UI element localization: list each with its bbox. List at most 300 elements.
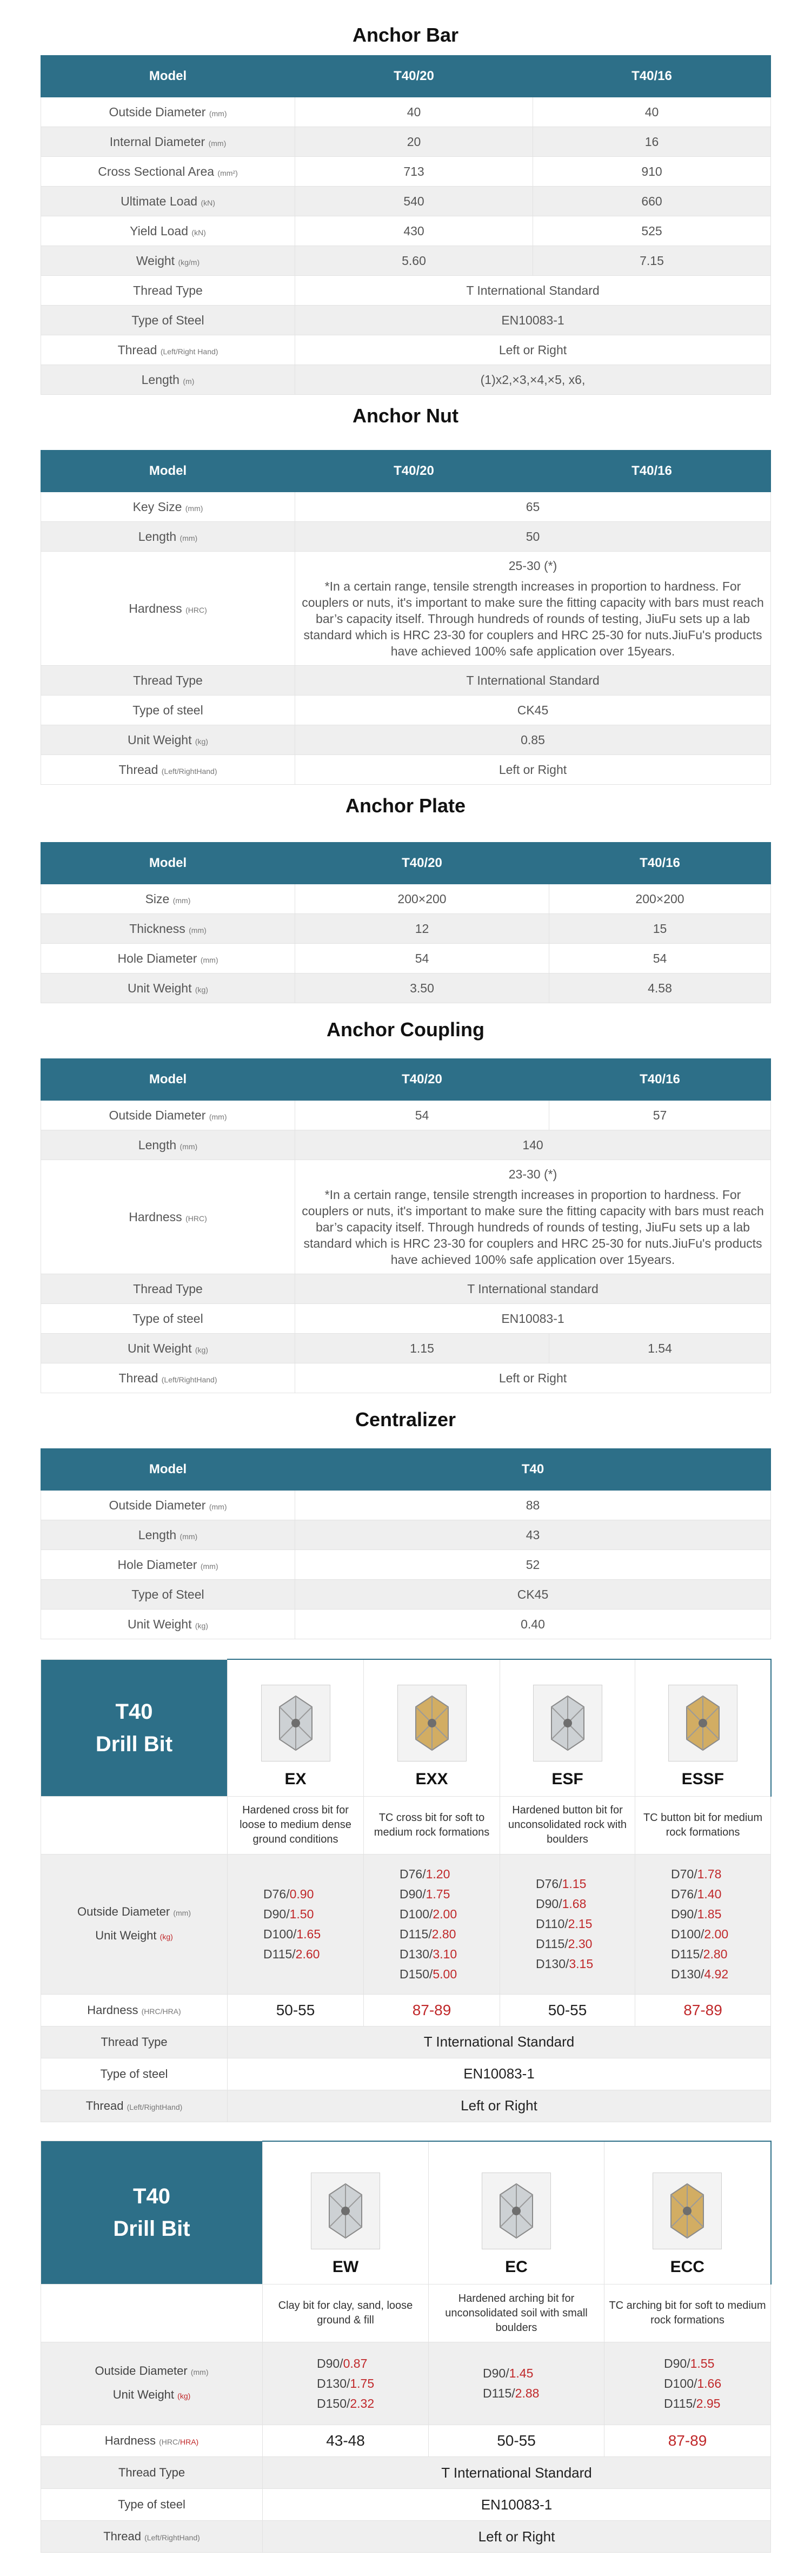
spec-line (400, 1864, 500, 1884)
thread-type-value: T International Standard (263, 2457, 771, 2489)
spec-weight: 5.00 (433, 1966, 457, 1981)
spec-weight: 2.15 (568, 1917, 593, 1931)
row-label: Thread (Left/RightHand) (41, 755, 295, 785)
key-size-value: 65 (295, 492, 771, 522)
hardness-value: 23-30 (*) (508, 1167, 557, 1181)
spec-diameter: D115/ (664, 2396, 696, 2411)
header-model: Model (41, 843, 295, 884)
anchor-bar-title: Anchor Bar (352, 24, 459, 46)
spec-diameter: D115/ (400, 1926, 432, 1941)
full-value: (1)x2,×3,×4,×5, x6, (295, 365, 771, 395)
product-row (41, 2141, 771, 2284)
table-header-row (41, 1059, 771, 1101)
row-label: Thread Type (41, 2026, 228, 2058)
specs-list (500, 1854, 635, 1994)
hardness-note-cell (295, 1160, 771, 1274)
table-row (41, 2489, 771, 2521)
spec-diameter: D130/ (671, 1966, 704, 1981)
value-t40: 52 (295, 1550, 771, 1580)
value-t40: 88 (295, 1491, 771, 1520)
spec-line (664, 2394, 770, 2414)
row-label: Thread Type (41, 276, 295, 306)
specs-list (635, 1854, 771, 1994)
row-label: Outside Diameter (mm) (41, 1491, 295, 1520)
centralizer-body (41, 1491, 771, 1639)
table-row (41, 1363, 771, 1393)
spec-weight: 2.00 (704, 1926, 729, 1941)
spec-diameter: D76/ (263, 1886, 290, 1901)
table-row (41, 1580, 771, 1610)
hardness-note-cell (295, 552, 771, 666)
spec-diameter: D115/ (483, 2386, 515, 2400)
spec-weight: 0.87 (343, 2356, 368, 2370)
table-row (41, 2026, 771, 2058)
table-row (41, 1520, 771, 1550)
value-t40: CK45 (295, 1580, 771, 1610)
hardness-value: 50-55 (500, 1994, 635, 2026)
spec-line (400, 1904, 500, 1924)
thread-type-value: T International standard (295, 1274, 771, 1304)
value-t40-16: 1.54 (549, 1334, 771, 1363)
table-row (41, 157, 771, 187)
product-description: Hardened button bit for unconsolidated rock with boulders (500, 1796, 635, 1854)
row-label: Type of steel (41, 696, 295, 725)
spec-weight: 4.92 (704, 1966, 729, 1981)
description-row (41, 2284, 771, 2342)
row-label: Unit Weight (kg) (41, 974, 295, 1003)
spec-weight: 2.80 (703, 1946, 728, 1961)
value-t40-16: 910 (533, 157, 771, 187)
row-label: Thread Type (41, 1274, 295, 1304)
anchor-coupling-table (41, 1058, 771, 1393)
spec-diameter: D115/ (536, 1937, 568, 1951)
spec-line (483, 2363, 604, 2383)
table-header-row (41, 56, 771, 97)
spec-diameter: D100/ (671, 1926, 704, 1941)
row-label: Yield Load (kN) (41, 216, 295, 246)
ew-bit-icon (311, 2173, 380, 2249)
thread-value: Left or Right (295, 1363, 771, 1393)
spec-weight: 1.15 (562, 1877, 587, 1891)
row-label: Type of steel (41, 1304, 295, 1334)
row-label: Length (mm) (41, 1130, 295, 1160)
row-label: Hole Diameter (mm) (41, 944, 295, 974)
spec-diameter: D150/ (400, 1966, 433, 1981)
spec-line (400, 1964, 500, 1984)
row-label: Thread Type (41, 666, 295, 696)
table-row (41, 552, 771, 666)
product-ex[interactable] (228, 1659, 364, 1796)
hardness-value: 87-89 (604, 2425, 771, 2457)
row-label: Length (mm) (41, 1520, 295, 1550)
table-row (41, 335, 771, 365)
product-name: EXX (415, 1770, 448, 1788)
spec-line (400, 1944, 500, 1964)
table-row (41, 522, 771, 552)
spec-line (536, 1874, 635, 1894)
spec-weight: 3.10 (433, 1946, 457, 1961)
anchor-nut-title: Anchor Nut (353, 405, 458, 427)
ex-bit-icon (261, 1685, 330, 1762)
spec-diameter: D130/ (317, 2376, 350, 2390)
table-row (41, 365, 771, 395)
value-t40-16: 15 (549, 914, 771, 944)
table-row (41, 666, 771, 696)
table-row (41, 216, 771, 246)
product-name: EW (332, 2258, 359, 2276)
spec-line (400, 1884, 500, 1904)
spec-weight: 3.15 (569, 1957, 594, 1971)
hardness-note: *In a certain range, tensile strength increases in proportion to hardness. For couplers or nuts, it's important to make sure the fitting capacity with bars must reach bar’s capacity itself. Through hundreds of rounds of testing, JiuFu sets up a lab standard which is HRC 23-30 for couplers and HRC 25-30 for nuts.JiuFu's products have achieved 100% safe application over 15years. (302, 1188, 764, 1267)
value-t40-20: 540 (295, 187, 533, 216)
spec-weight: 2.60 (295, 1946, 320, 1961)
spec-line (263, 1904, 363, 1924)
value-t40-16: 40 (533, 97, 771, 127)
hardness-value: 25-30 (*) (508, 559, 557, 573)
table-row (41, 246, 771, 276)
esf-bit-icon (533, 1685, 602, 1762)
weight-value: 0.85 (295, 725, 771, 755)
value-t40-16: 54 (549, 944, 771, 974)
value-t40-16: 16 (533, 127, 771, 157)
header-t40-20: T40/20 (295, 843, 549, 884)
header-model: Model (41, 1449, 295, 1491)
full-value: Left or Right (295, 335, 771, 365)
product-ecc[interactable] (604, 2141, 771, 2284)
spec-diameter: D130/ (400, 1946, 433, 1961)
row-label: Thread Type (41, 2457, 263, 2489)
header-model: Model (41, 1059, 295, 1101)
thread-type-value: T International Standard (295, 666, 771, 696)
specs-list (364, 1854, 500, 1994)
spec-diameter: D90/ (263, 1906, 290, 1921)
spec-diameter: D90/ (664, 2356, 690, 2370)
spec-diameter: D76/ (671, 1886, 697, 1901)
length-value: 140 (295, 1130, 771, 1160)
table-row (41, 944, 771, 974)
table-row (41, 2521, 771, 2553)
table-row (41, 2457, 771, 2489)
anchor-plate-body (41, 884, 771, 1003)
spec-line (536, 1954, 635, 1974)
spec-diameter: D100/ (664, 2376, 697, 2390)
value-t40-20: 20 (295, 127, 533, 157)
value-t40-20: 54 (295, 1101, 549, 1130)
drill-bit-heading: T40 Drill Bit (41, 2141, 263, 2284)
spec-weight: 1.65 (296, 1926, 321, 1941)
spec-line (671, 1884, 770, 1904)
row-label: Length (mm) (41, 522, 295, 552)
product-description: TC button bit for medium rock formations (635, 1796, 771, 1854)
value-t40-16: 57 (549, 1101, 771, 1130)
product-essf[interactable] (635, 1659, 771, 1796)
value-t40-20: 40 (295, 97, 533, 127)
row-label: Thread (Left/RightHand) (41, 1363, 295, 1393)
spec-line (483, 2383, 604, 2403)
product-name: ESF (551, 1770, 583, 1788)
product-row (41, 1659, 771, 1796)
spec-weight: 1.75 (350, 2376, 375, 2390)
spec-weight: 2.80 (431, 1926, 456, 1941)
spec-line (664, 2354, 770, 2374)
row-label: Thread (Left/RightHand) (41, 2521, 263, 2553)
spec-weight: 2.95 (696, 2396, 721, 2411)
header-t40-16: T40/16 (549, 843, 771, 884)
specs-row (41, 1854, 771, 1994)
header-t40-16: T40/16 (533, 451, 771, 492)
spec-weight: 0.90 (289, 1886, 314, 1901)
spec-diameter: D76/ (400, 1866, 426, 1881)
spec-weight: 1.40 (697, 1886, 722, 1901)
spec-weight: 2.88 (515, 2386, 540, 2400)
row-label: Outside Diameter (mm) (41, 97, 295, 127)
value-t40-16: 7.15 (533, 246, 771, 276)
spec-diameter: D90/ (317, 2356, 343, 2370)
spec-line (400, 1924, 500, 1944)
product-name: ESSF (681, 1770, 724, 1788)
spec-line (671, 1864, 770, 1884)
product-ec[interactable] (429, 2141, 604, 2284)
hardness-row (41, 1994, 771, 2026)
spec-line (263, 1884, 363, 1904)
header-t40-16: T40/16 (533, 56, 771, 97)
row-label: Thread (Left/RightHand) (41, 2090, 228, 2122)
row-label: Hardness (HRC/HRA) (41, 2425, 263, 2457)
row-label: Ultimate Load (kN) (41, 187, 295, 216)
spec-weight: 1.66 (697, 2376, 722, 2390)
value-t40-20: 54 (295, 944, 549, 974)
table-header-row (41, 1449, 771, 1491)
table-header-row (41, 843, 771, 884)
ecc-bit-icon (653, 2173, 722, 2249)
table-row (41, 725, 771, 755)
table-header-row (41, 451, 771, 492)
spec-weight: 2.32 (350, 2396, 375, 2411)
spec-diameter: D100/ (263, 1926, 297, 1941)
value-t40-20: 200×200 (295, 884, 549, 914)
anchor-bar-body (41, 97, 771, 395)
row-label: Hole Diameter (mm) (41, 1550, 295, 1580)
row-label: Internal Diameter (mm) (41, 127, 295, 157)
row-label: Hardness (HRC) (41, 552, 295, 666)
table-row (41, 1491, 771, 1520)
spec-diameter: D90/ (483, 2366, 509, 2380)
spec-line (671, 1964, 770, 1984)
spec-weight: 1.75 (426, 1886, 450, 1901)
steel-value: EN10083-1 (263, 2489, 771, 2521)
specs-list (429, 2342, 604, 2425)
value-t40-20: 713 (295, 157, 533, 187)
hardness-note: *In a certain range, tensile strength increases in proportion to hardness. For couplers or nuts, it's important to make sure the fitting capacity with bars must reach bar’s capacity itself. Through hundreds of rounds of testing, JiuFu sets up a lab standard which is HRC 23-30 for couplers and HRC 25-30 for nuts.JiuFu's products have achieved 100% safe application over 15years. (302, 579, 764, 658)
value-t40-16: 200×200 (549, 884, 771, 914)
table-row (41, 1274, 771, 1304)
hardness-value: 87-89 (635, 1994, 771, 2026)
full-value: EN10083-1 (295, 306, 771, 335)
table-row (41, 97, 771, 127)
row-label: Type of Steel (41, 306, 295, 335)
row-label: Outside Diameter (mm) (41, 1101, 295, 1130)
drill-bit-table-1 (41, 1659, 772, 2122)
spec-line (671, 1924, 770, 1944)
spec-weight: 1.85 (697, 1906, 722, 1921)
row-label: Weight (kg/m) (41, 246, 295, 276)
header-model: Model (41, 451, 295, 492)
product-name: EC (505, 2258, 528, 2276)
specs-list (604, 2342, 771, 2425)
specs-list (263, 2342, 429, 2425)
table-row (41, 2090, 771, 2122)
value-t40: 0.40 (295, 1610, 771, 1639)
spec-weight: 1.55 (690, 2356, 715, 2370)
thread-value: Left or Right (295, 755, 771, 785)
table-row (41, 1101, 771, 1130)
value-t40-20: 1.15 (295, 1334, 549, 1363)
table-row (41, 1550, 771, 1580)
anchor-plate-title: Anchor Plate (345, 794, 466, 817)
header-t40-20: T40/20 (295, 451, 533, 492)
row-label: Hardness (HRC/HRA) (41, 1994, 228, 2026)
value-t40-20: 12 (295, 914, 549, 944)
value-t40-16: 4.58 (549, 974, 771, 1003)
product-description: Hardened cross bit for loose to medium dense ground conditions (228, 1796, 364, 1854)
spec-weight: 1.68 (562, 1897, 587, 1911)
spec-line (317, 2374, 428, 2394)
table-row (41, 1130, 771, 1160)
table-row (41, 755, 771, 785)
description-row (41, 1796, 771, 1854)
row-label: Unit Weight (kg) (41, 1610, 295, 1639)
drill-bit-heading: T40 Drill Bit (41, 1659, 228, 1796)
row-label: Cross Sectional Area (mm²) (41, 157, 295, 187)
hardness-value: 87-89 (364, 1994, 500, 2026)
value-t40-20: 5.60 (295, 246, 533, 276)
spec-line (317, 2394, 428, 2414)
steel-value: CK45 (295, 696, 771, 725)
table-row (41, 127, 771, 157)
table-row (41, 884, 771, 914)
row-label: Thickness (mm) (41, 914, 295, 944)
table-row (41, 1160, 771, 1274)
spec-weight: 1.45 (509, 2366, 534, 2380)
hardness-row (41, 2425, 771, 2457)
header-t40-20: T40/20 (295, 56, 533, 97)
product-description: TC arching bit for soft to medium rock formations (604, 2284, 771, 2342)
header-model: Model (41, 56, 295, 97)
spec-diameter: D90/ (671, 1906, 697, 1921)
table-row (41, 974, 771, 1003)
hardness-value: 50-55 (228, 1994, 364, 2026)
spec-weight: 2.30 (568, 1937, 593, 1951)
table-row (41, 1610, 771, 1639)
spec-diameter: D100/ (400, 1906, 433, 1921)
steel-value: EN10083-1 (228, 2058, 771, 2090)
spec-diameter: D115/ (263, 1946, 296, 1961)
product-name: EX (284, 1770, 307, 1788)
row-label: Thread (Left/Right Hand) (41, 335, 295, 365)
specs-row (41, 2342, 771, 2425)
table-row (41, 1334, 771, 1363)
spec-diameter: D115/ (671, 1946, 703, 1961)
table-row (41, 492, 771, 522)
product-description: Clay bit for clay, sand, loose ground & fill (263, 2284, 429, 2342)
spec-line (263, 1924, 363, 1944)
row-label: Hardness (HRC) (41, 1160, 295, 1274)
spec-line (536, 1914, 635, 1934)
table-row (41, 2058, 771, 2090)
anchor-bar-table (41, 55, 771, 395)
table-row (41, 1304, 771, 1334)
row-label: Size (mm) (41, 884, 295, 914)
spec-weight: 2.00 (433, 1906, 457, 1921)
value-t40-20: 430 (295, 216, 533, 246)
spec-diameter: D76/ (536, 1877, 562, 1891)
value-t40-16: 660 (533, 187, 771, 216)
centralizer-table (41, 1448, 771, 1639)
row-label: Type of steel (41, 2489, 263, 2521)
product-description: Hardened arching bit for unconsolidated soil with small boulders (429, 2284, 604, 2342)
specs-label: Outside Diameter (mm) Unit Weight (kg) (41, 1854, 228, 1994)
spec-weight: 1.50 (289, 1906, 314, 1921)
value-t40: 43 (295, 1520, 771, 1550)
table-row (41, 696, 771, 725)
row-label: Unit Weight (kg) (41, 1334, 295, 1363)
row-label: Key Size (mm) (41, 492, 295, 522)
row-label: Type of Steel (41, 1580, 295, 1610)
table-row (41, 306, 771, 335)
length-value: 50 (295, 522, 771, 552)
drill-bit-table-2 (41, 2141, 772, 2553)
hardness-value: 50-55 (429, 2425, 604, 2457)
anchor-coupling-title: Anchor Coupling (327, 1018, 484, 1041)
hardness-value: 43-48 (263, 2425, 429, 2457)
spec-line (671, 1944, 770, 1964)
full-value: T International Standard (295, 276, 771, 306)
spec-line (536, 1894, 635, 1914)
spec-diameter: D150/ (317, 2396, 350, 2411)
specs-label: Outside Diameter (mm) Unit Weight (kg) (41, 2342, 263, 2425)
spec-diameter: D130/ (536, 1957, 569, 1971)
anchor-plate-table (41, 842, 771, 1003)
table-row (41, 914, 771, 944)
header-t40-16: T40/16 (549, 1059, 771, 1101)
thread-value: Left or Right (228, 2090, 771, 2122)
table-row (41, 276, 771, 306)
product-esf[interactable] (500, 1659, 635, 1796)
specs-list (228, 1854, 364, 1994)
ec-bit-icon (482, 2173, 551, 2249)
value-t40-20: 3.50 (295, 974, 549, 1003)
header-t40: T40 (295, 1449, 771, 1491)
thread-value: Left or Right (263, 2521, 771, 2553)
spec-line (317, 2354, 428, 2374)
thread-type-value: T International Standard (228, 2026, 771, 2058)
anchor-nut-table (41, 450, 771, 785)
spec-diameter: D90/ (536, 1897, 562, 1911)
spec-diameter: D90/ (400, 1886, 426, 1901)
row-label: Length (m) (41, 365, 295, 395)
spec-weight: 1.78 (697, 1866, 722, 1881)
product-exx[interactable] (364, 1659, 500, 1796)
row-label: Unit Weight (kg) (41, 725, 295, 755)
spec-diameter: D70/ (671, 1866, 697, 1881)
product-ew[interactable] (263, 2141, 429, 2284)
exx-bit-icon (397, 1685, 467, 1762)
spec-line (536, 1934, 635, 1954)
centralizer-title: Centralizer (355, 1408, 456, 1431)
product-description: TC cross bit for soft to medium rock formations (364, 1796, 500, 1854)
value-t40-16: 525 (533, 216, 771, 246)
steel-value: EN10083-1 (295, 1304, 771, 1334)
